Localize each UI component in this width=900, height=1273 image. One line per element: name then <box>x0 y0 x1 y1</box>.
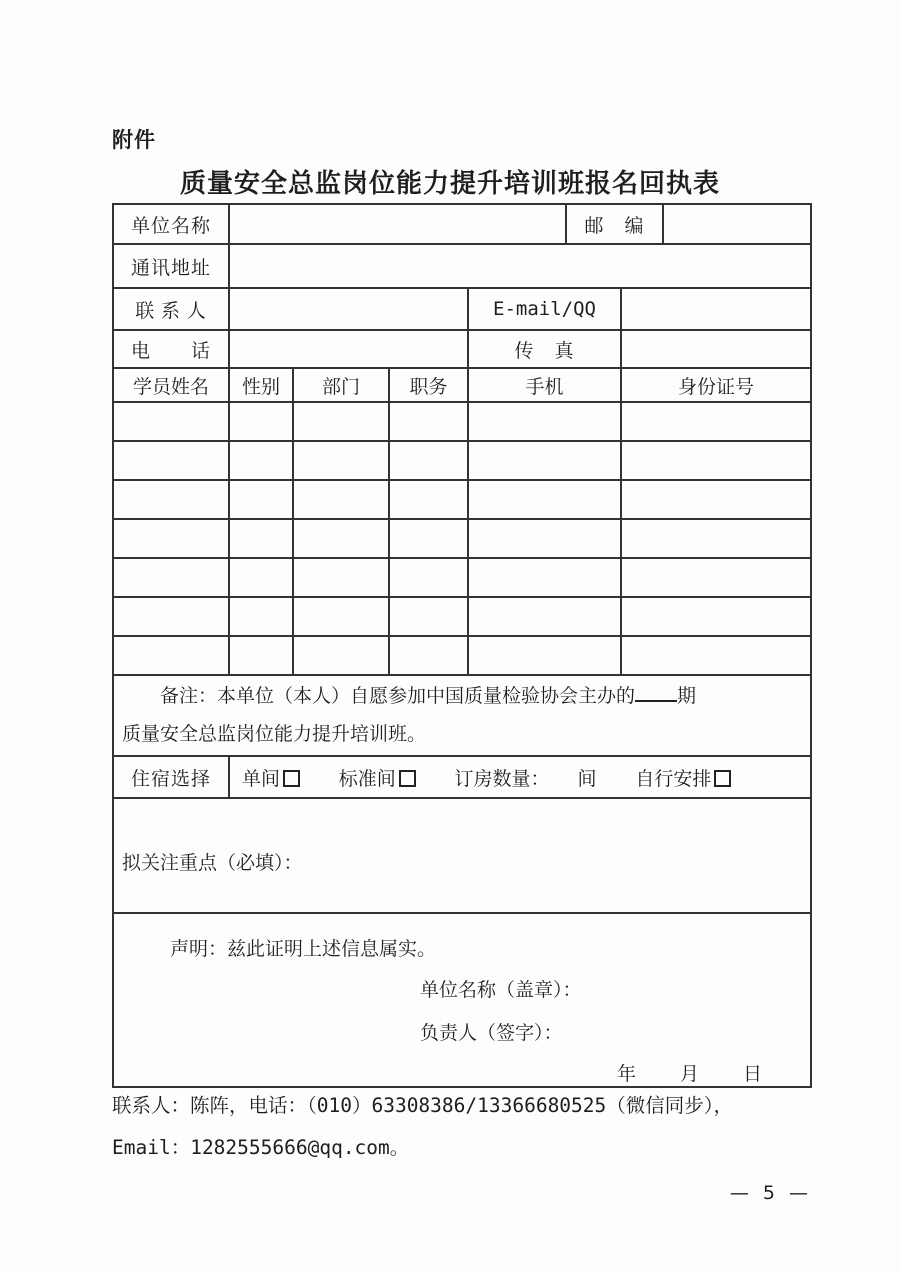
header-id-number: 身份证号 <box>621 368 811 402</box>
accommodation-options-cell <box>229 756 811 798</box>
date-label: 年 月 日 <box>617 1064 765 1085</box>
unit-name-label: 单位名称 <box>113 204 229 244</box>
option-self-arrange <box>635 769 731 790</box>
header-department: 部门 <box>293 368 389 402</box>
cell-department <box>293 636 389 675</box>
cell-name <box>113 519 229 558</box>
cell-id <box>621 597 811 636</box>
header-gender: 性别 <box>229 368 293 402</box>
self-arrange-label: 自行安排 <box>635 768 712 790</box>
student-row <box>113 402 811 441</box>
cell-id <box>621 480 811 519</box>
page-title: 质量安全总监岗位能力提升培训班报名回执表 <box>179 169 720 198</box>
cell-name <box>113 597 229 636</box>
postal-code-input-cell <box>663 204 811 244</box>
remark-line2: 质量安全总监岗位能力提升培训班。 <box>122 723 427 745</box>
page-number: — 5 — <box>729 1182 812 1204</box>
cell-gender <box>229 597 293 636</box>
cell-mobile <box>468 636 621 675</box>
student-row <box>113 597 811 636</box>
cell-position <box>389 636 468 675</box>
cell-position <box>389 558 468 597</box>
contact-label: 联 系 人 <box>113 288 229 330</box>
header-mobile: 手机 <box>468 368 621 402</box>
cell-department <box>293 558 389 597</box>
student-table-header-row <box>113 368 811 402</box>
postal-code-label: 邮 编 <box>566 204 663 244</box>
cell-name <box>113 636 229 675</box>
row-remark <box>113 675 811 756</box>
cell-id <box>621 441 811 480</box>
standard-room-checkbox <box>399 770 416 787</box>
self-arrange-checkbox <box>714 770 731 787</box>
cell-mobile <box>468 519 621 558</box>
single-room-checkbox <box>283 770 300 787</box>
cell-mobile <box>468 402 621 441</box>
student-row <box>113 519 811 558</box>
row-contact <box>113 288 811 330</box>
cell-gender <box>229 519 293 558</box>
remark-line1 <box>114 678 810 716</box>
remark-cell <box>113 675 811 756</box>
student-row <box>113 636 811 675</box>
remark-text-suffix: 期 <box>677 685 697 707</box>
cell-mobile <box>468 597 621 636</box>
phone-label: 电 话 <box>113 330 229 368</box>
cell-department <box>293 480 389 519</box>
footer-contact-info <box>112 1085 812 1169</box>
single-room-label: 单间 <box>242 768 281 790</box>
contact-input-cell <box>229 288 468 330</box>
accommodation-label: 住宿选择 <box>113 756 229 798</box>
cell-name <box>113 480 229 519</box>
accommodation-options <box>230 764 810 791</box>
room-quantity-label: 订房数量： <box>454 768 550 790</box>
cell-department <box>293 519 389 558</box>
cell-id <box>621 402 811 441</box>
attachment-label: 附件 <box>112 128 156 152</box>
option-standard-room <box>339 769 416 790</box>
room-quantity-unit: 间 <box>577 768 597 790</box>
cell-gender <box>229 636 293 675</box>
cell-department <box>293 402 389 441</box>
address-label: 通讯地址 <box>113 244 229 288</box>
cell-mobile <box>468 480 621 519</box>
declaration-cell <box>113 913 811 1087</box>
row-accommodation <box>113 756 811 798</box>
cell-position <box>389 402 468 441</box>
remark-text-prefix: 备注：本单位（本人）自愿参加中国质量检验协会主办的 <box>160 685 636 707</box>
student-row <box>113 558 811 597</box>
cell-position <box>389 519 468 558</box>
cell-mobile <box>468 441 621 480</box>
unit-name-input-cell <box>229 204 566 244</box>
declaration-statement: 声明：兹此证明上述信息属实。 <box>170 939 437 960</box>
student-row <box>113 441 811 480</box>
cell-name <box>113 402 229 441</box>
unit-seal-label: 单位名称（盖章）： <box>420 980 582 1001</box>
email-qq-label: E-mail/QQ <box>468 288 621 330</box>
option-single-room <box>242 769 300 790</box>
phone-input-cell <box>229 330 468 368</box>
cell-department <box>293 597 389 636</box>
focus-label: 拟关注重点（必填）： <box>122 853 303 874</box>
standard-room-label: 标准间 <box>338 768 396 790</box>
row-phone <box>113 330 811 368</box>
row-address <box>113 244 811 288</box>
cell-department <box>293 441 389 480</box>
cell-gender <box>229 402 293 441</box>
footer-email-line: Email：1282555666@qq.com。 <box>112 1136 410 1159</box>
cell-position <box>389 597 468 636</box>
room-quantity <box>455 769 597 790</box>
cell-position <box>389 441 468 480</box>
cell-gender <box>229 480 293 519</box>
cell-id <box>621 558 811 597</box>
cell-mobile <box>468 558 621 597</box>
cell-id <box>621 519 811 558</box>
signature-label: 负责人（签字）： <box>420 1023 563 1044</box>
row-unit-name <box>113 204 811 244</box>
cell-id <box>621 636 811 675</box>
row-declaration <box>113 913 811 1087</box>
student-row <box>113 480 811 519</box>
cell-name <box>113 558 229 597</box>
fax-input-cell <box>621 330 811 368</box>
email-qq-input-cell <box>621 288 811 330</box>
focus-cell <box>113 798 811 913</box>
row-focus <box>113 798 811 913</box>
registration-form-table <box>112 203 812 1088</box>
fax-label: 传 真 <box>468 330 621 368</box>
cell-position <box>389 480 468 519</box>
session-number-blank <box>635 688 677 702</box>
address-input-cell <box>229 244 811 288</box>
cell-gender <box>229 558 293 597</box>
header-position: 职务 <box>389 368 468 402</box>
footer-contact-line: 联系人：陈阵，电话：（010）63308386/13366680525（微信同步）， <box>112 1094 734 1117</box>
cell-name <box>113 441 229 480</box>
cell-gender <box>229 441 293 480</box>
header-student-name: 学员姓名 <box>113 368 229 402</box>
